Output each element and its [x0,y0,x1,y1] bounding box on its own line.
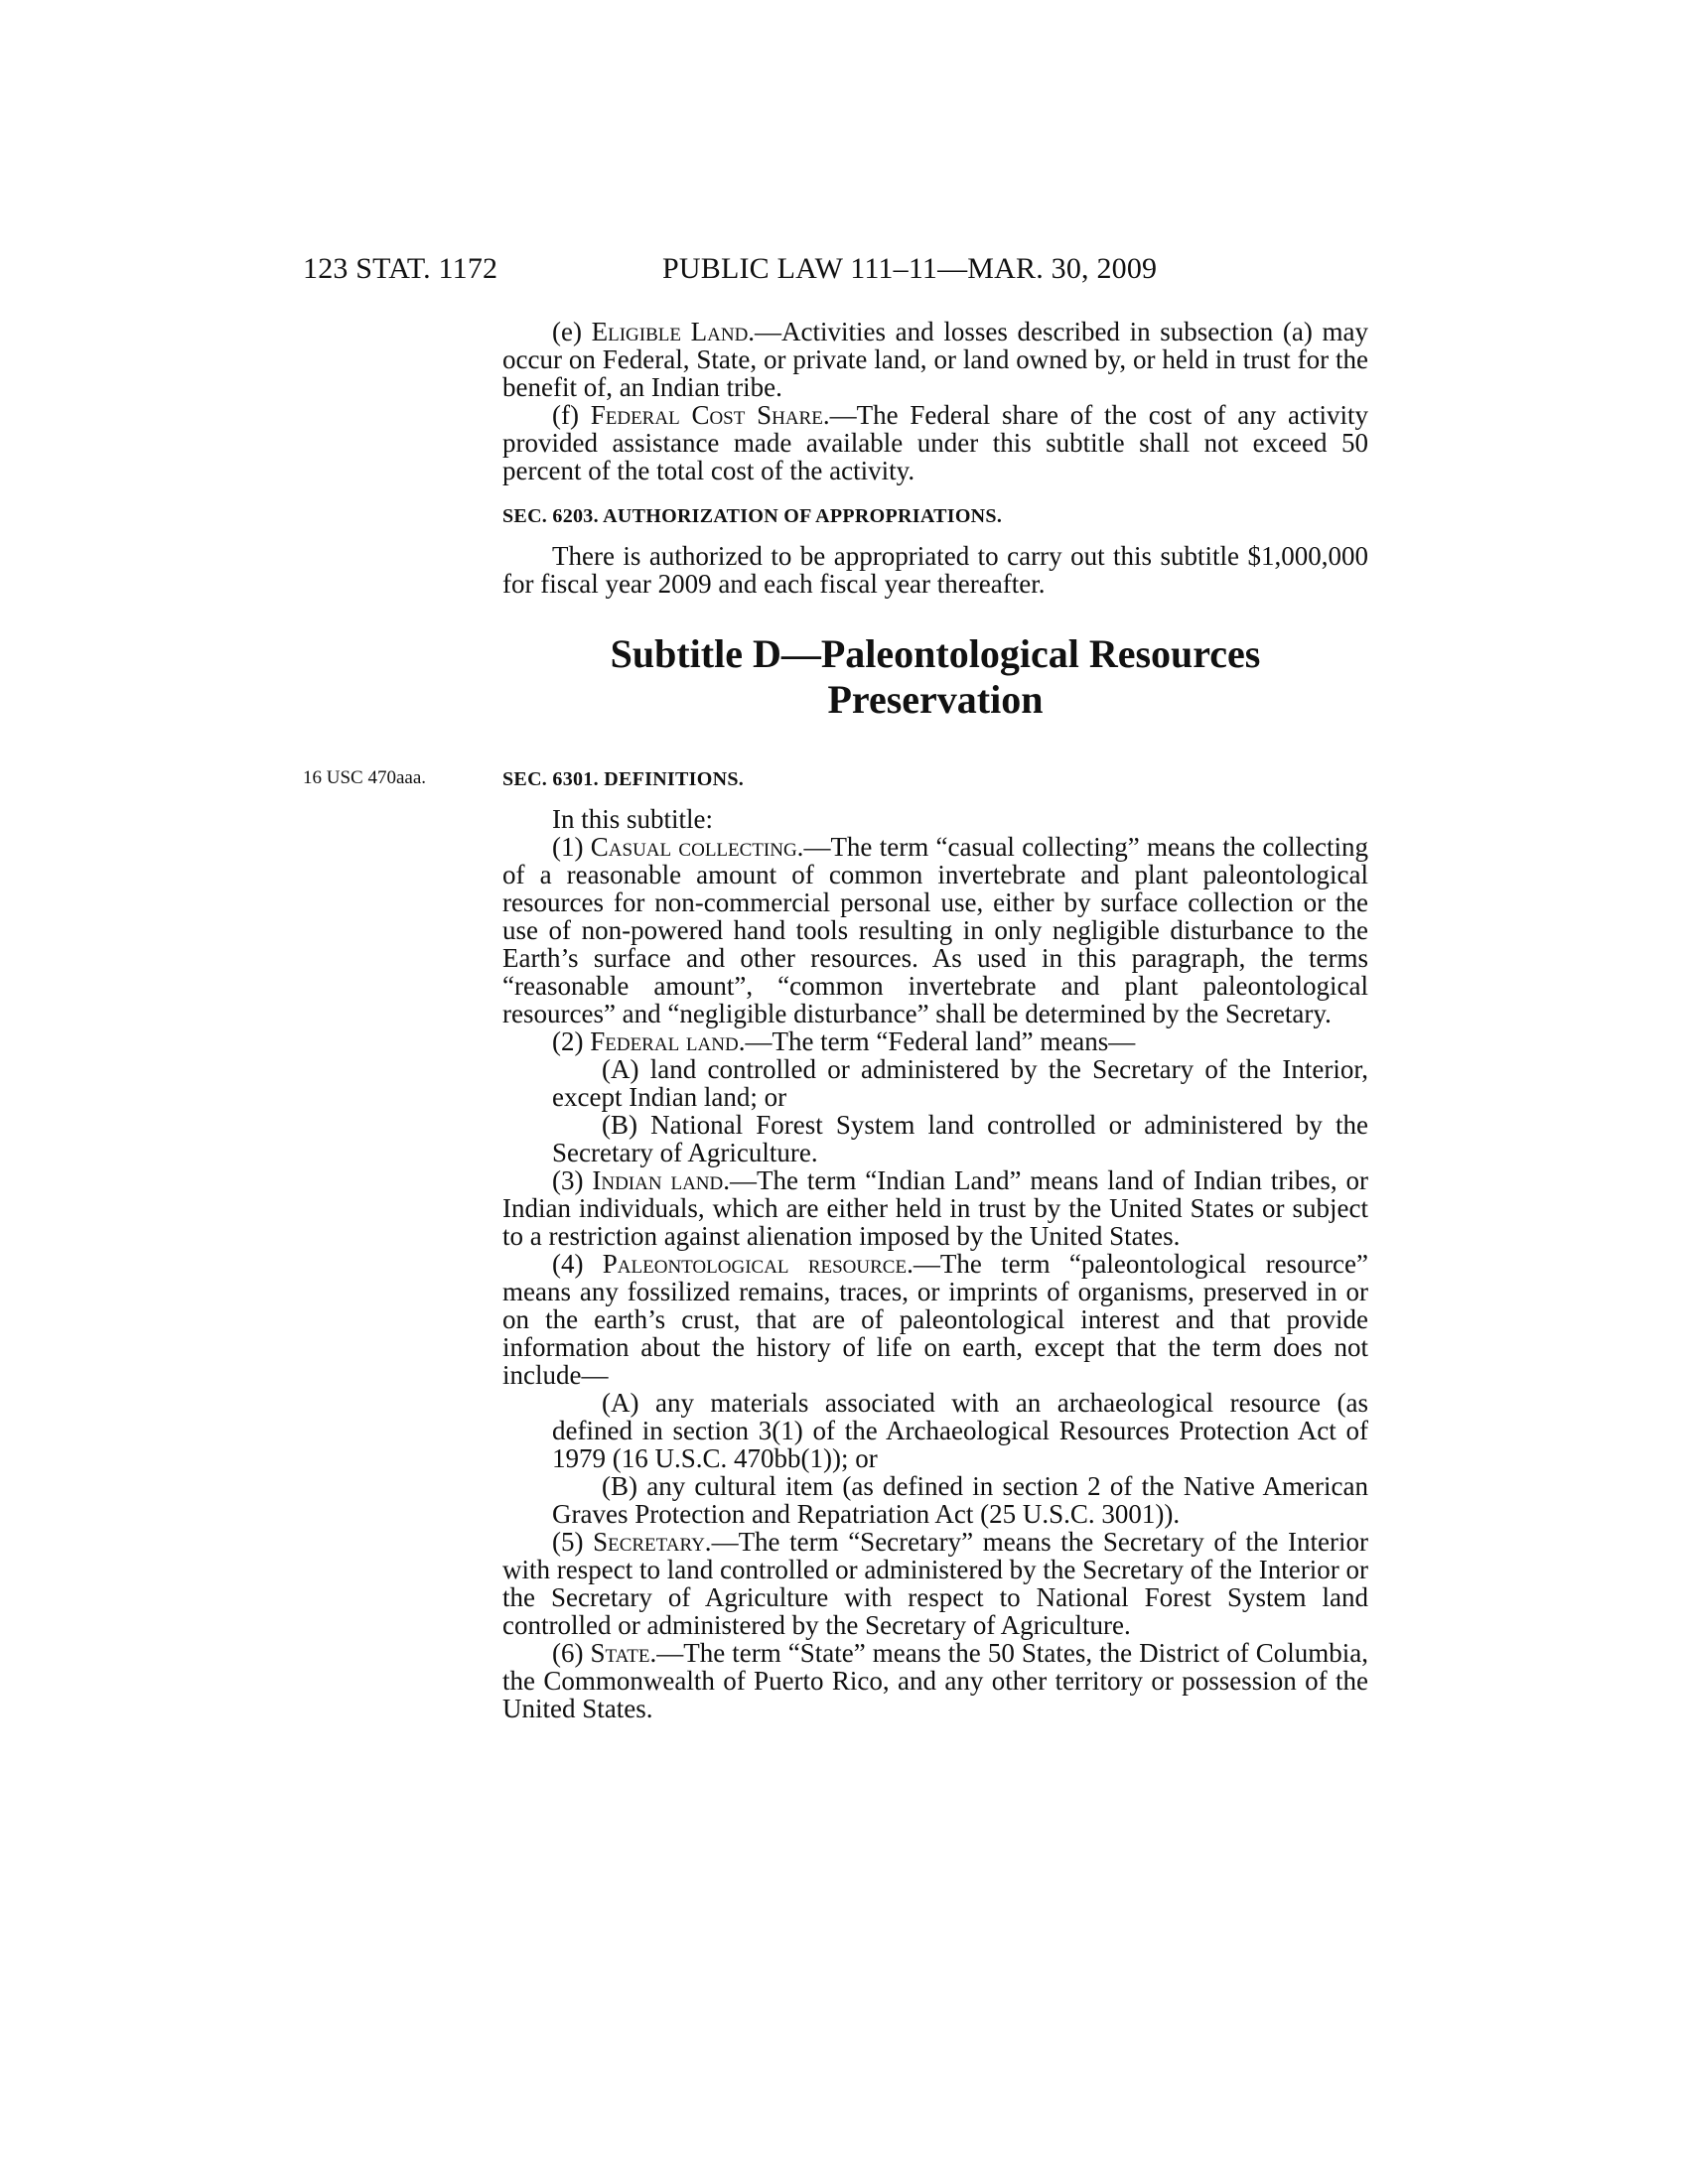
section-6203-heading: SEC. 6203. AUTHORIZATION OF APPROPRIATIONS. [502,505,1003,527]
definition-4-a: (A) any materials associated with an archaeological resource (as defined in section 3(1) of the Archaeological Resources Protection Act of 1979 (16 U.S.C. 470bb(1)); or [552,1388,1368,1473]
subsection-f-num: (f) [552,400,591,430]
subsection-f [502,401,1368,484]
subsection-f-term: Federal Cost Share. [590,400,830,430]
definition-3-num: (3) [552,1165,593,1195]
subtitle-line-2: Preservation [827,677,1044,722]
definition-3-term: Indian land. [592,1165,730,1195]
definition-6-term: State. [590,1638,657,1668]
margin-note: 16 USC 470aaa. [303,767,427,788]
subsection-e-term: Eligible Land. [591,317,756,346]
definition-3-text: —The term “Indian Land” means land of Indian tribes, or Indian individuals, which are either held in trust by the United States or subject to a restriction against alienation imposed by the United States. [502,1165,1368,1251]
definition-4-term: Paleontological resource. [602,1249,914,1279]
definition-2-a: (A) land controlled or administered by the Secretary of the Interior, except Indian land; or [552,1054,1368,1112]
section-6301 [502,765,1368,1722]
definition-6 [502,1639,1368,1722]
definition-2-b: (B) National Forest System land controlled or administered by the Secretary of Agriculture. [552,1110,1368,1167]
subsection-e-text: —Activities and losses described in subsection (a) may occur on Federal, State, or private land, or land owned by, or held in trust for the benefit of, an Indian tribe. [502,317,1368,402]
subsection-e [502,318,1368,401]
definition-1-num: (1) [552,832,591,862]
running-head: PUBLIC LAW 111–11—MAR. 30, 2009 [662,252,1158,285]
statute-citation: 123 STAT. 1172 [303,252,498,285]
subsection-f-text: —The Federal share of the cost of any activity provided assistance made available under this subtitle shall not exceed 50 percent of the total cost of the activity. [502,400,1368,485]
section-6301-intro: In this subtitle: [552,804,713,834]
definition-4-text: —The term “paleontological resource” means any fossilized remains, traces, or imprints of organisms, preserved in or on the earth’s crust, that are of paleontological interest and that provide information about the history of life on earth, except that the term does not include— [502,1249,1369,1390]
definition-6-num: (6) [552,1638,591,1668]
definition-1-term: Casual collecting. [590,832,804,862]
definition-5-term: Secretary. [593,1527,712,1557]
body-column [502,318,1368,598]
definition-6-text: —The term “State” means the 50 States, the District of Columbia, the Commonwealth of Puerto Rico, and any other territory or possession of the United States. [502,1638,1368,1723]
subsection-e-num: (e) [552,317,592,346]
definition-2-term: Federal land. [590,1026,746,1056]
definition-4-num: (4) [552,1249,603,1279]
definition-5-text: —The term “Secretary” means the Secretary of the Interior with respect to land controlled or administered by the Secretary of the Interior or the Secretary of Agriculture with respect to National Forest System land controlled or administered by the Secretary of Agriculture. [502,1527,1368,1640]
definition-1 [502,833,1368,1027]
definition-3 [502,1166,1368,1250]
section-6301-heading: SEC. 6301. DEFINITIONS. [502,768,745,790]
subtitle-line-1: Subtitle D—Paleontological Resources [610,631,1261,676]
definition-1-text: —The term “casual collecting” means the collecting of a reasonable amount of common invertebrate and plant paleontological resources for non-commercial personal use, either by surface collection or the use of non-powered hand tools resulting in only negligible disturbance to the Earth’s surface and other resources. As used in this paragraph, the terms “reasonable amount”, “common invertebrate and plant paleontological resources” and “negligible disturbance” shall be determined by the Secretary. [502,832,1368,1028]
definition-2-num: (2) [552,1026,591,1056]
definition-5-num: (5) [552,1527,594,1557]
subtitle-heading [502,631,1368,723]
definition-5 [502,1528,1368,1639]
definition-4-b: (B) any cultural item (as defined in section 2 of the Native American Graves Protection and Repatriation Act (25 U.S.C. 3001)). [552,1471,1368,1529]
section-6203-text: There is authorized to be appropriated to carry out this subtitle $1,000,000 for fiscal year 2009 and each fiscal year thereafter. [502,541,1368,599]
page-header [0,252,1688,292]
definition-2 [502,1027,1368,1055]
definition-4 [502,1250,1368,1389]
definition-2-text: —The term “Federal land” means— [745,1026,1136,1056]
